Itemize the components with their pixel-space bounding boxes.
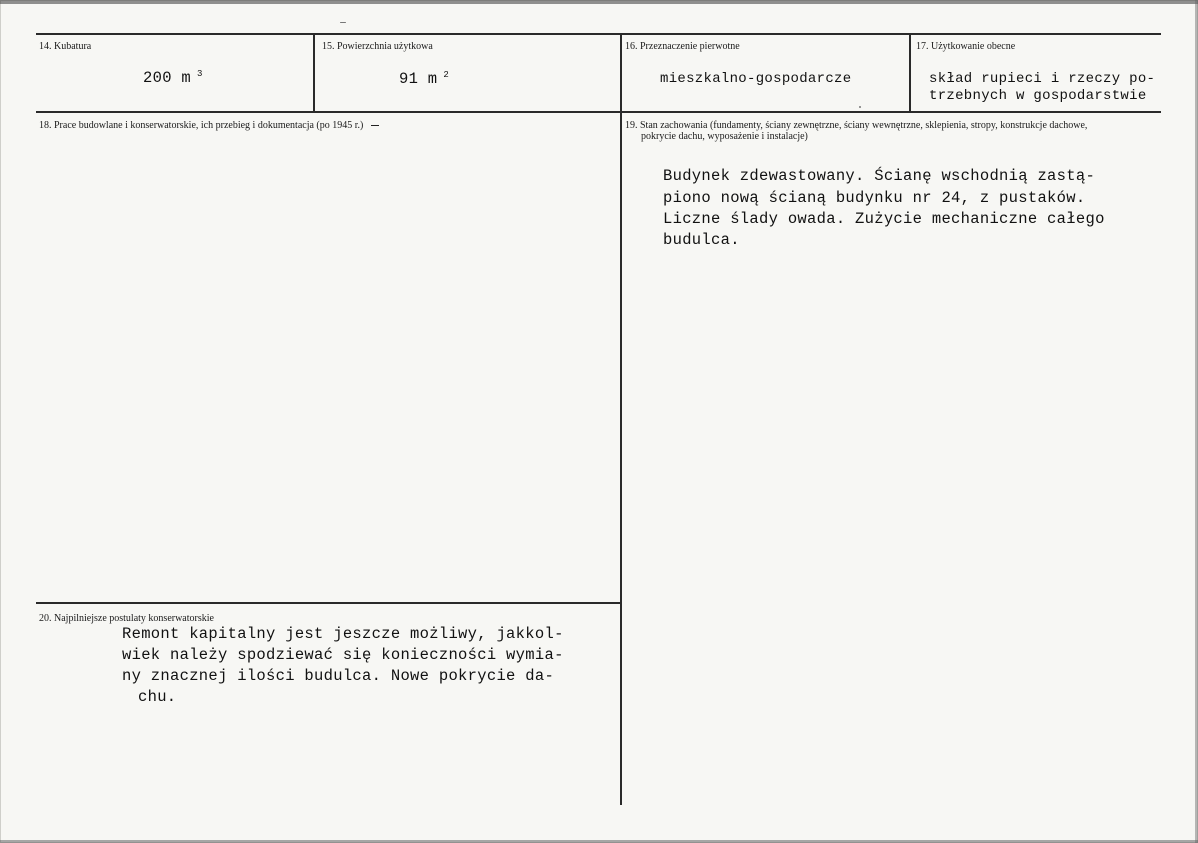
field15-label: 15. Powierzchnia użytkowa	[322, 41, 433, 52]
field20-top-rule	[36, 602, 622, 604]
divider-16-17	[909, 33, 911, 113]
top-rule	[36, 33, 1161, 35]
paper-speck	[859, 106, 861, 108]
field19-label-line-1: 19. Stan zachowania (fundamenty, ściany zewnętrzne, ściany wewnętrzne, sklepienia, stropy, konstrukcje dachowe,	[625, 120, 1088, 131]
divider-main	[620, 33, 622, 805]
field20-line-1: Remont kapitalny jest jeszcze możliwy, jakkol-	[122, 625, 564, 643]
card-top-edge	[0, 0, 1198, 4]
field15-value	[399, 65, 449, 90]
field16-value: mieszkalno-gospodarcze	[660, 71, 852, 87]
field15-exponent: 2	[443, 70, 450, 80]
field20-line-2: wiek należy spodziewać się konieczności wymia-	[122, 646, 564, 664]
field20-line-4: chu.	[138, 688, 177, 706]
field14-value	[143, 64, 203, 89]
field19-line-3: Liczne ślady owada. Zużycie mechaniczne całego	[663, 210, 1105, 228]
field18-empty-dash	[371, 125, 379, 127]
field17-line-2: trzebnych w gospodarstwie	[929, 88, 1147, 104]
divider-14-15	[313, 33, 315, 113]
field18-label	[39, 120, 379, 132]
field20-label: 20. Najpilniejsze postulaty konserwatorskie	[39, 613, 214, 624]
field18-label-text: 18. Prace budowlane i konserwatorskie, ich przebieg i dokumentacja (po 1945 r.)	[39, 120, 364, 131]
row1-bottom-rule	[36, 111, 1161, 113]
field16-label: 16. Przeznaczenie pierwotne	[625, 41, 740, 52]
field19-label-line-2: pokrycie dachu, wyposażenie i instalacje)	[641, 131, 808, 142]
field15-value-text: 91 m	[399, 70, 438, 88]
field14-exponent: 3	[197, 69, 203, 79]
field19-line-1: Budynek zdewastowany. Ścianę wschodnią zastą-	[663, 167, 1096, 185]
field19-line-2: piono nową ścianą budynku nr 24, z pustaków.	[663, 189, 1086, 207]
paper-speck	[340, 22, 346, 23]
field14-label: 14. Kubatura	[39, 41, 92, 52]
field19-line-4: budulca.	[663, 231, 740, 249]
field17-line-1: skład rupieci i rzeczy po-	[929, 71, 1156, 87]
field20-line-3: ny znacznej ilości budulca. Nowe pokrycie da-	[122, 667, 555, 685]
field14-value-text: 200 m	[143, 69, 192, 87]
field17-label: 17. Użytkowanie obecne	[916, 41, 1016, 52]
